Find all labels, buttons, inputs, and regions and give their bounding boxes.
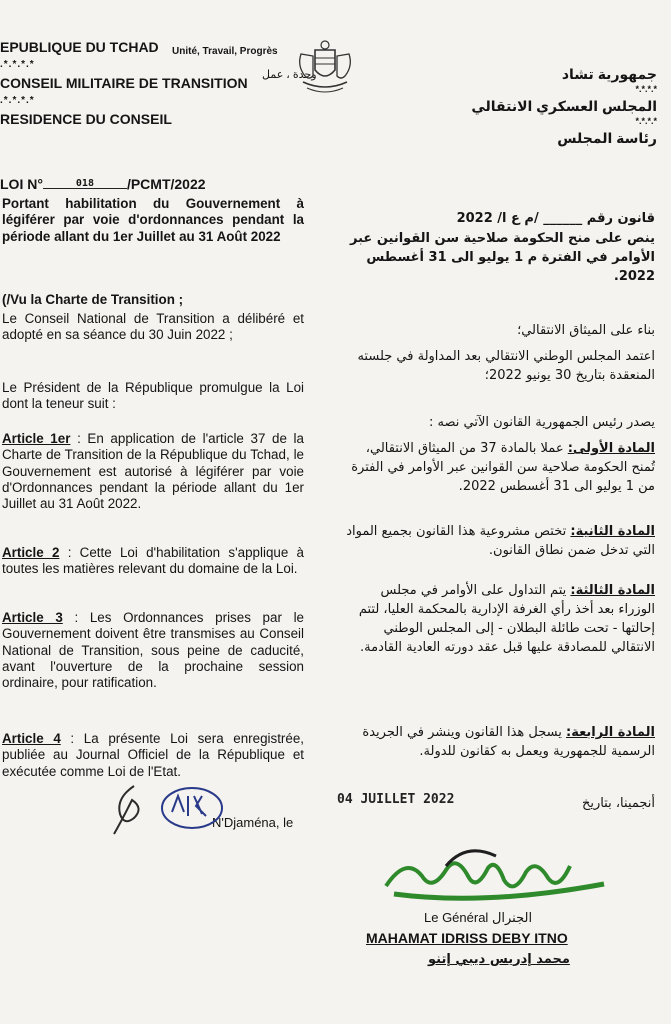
article-1-fr [2, 431, 304, 513]
header-council-fr: CONSEIL MILITAIRE DE TRANSITION [0, 75, 248, 91]
header-presidency-fr: RESIDENCE DU CONSEIL [0, 111, 172, 127]
law-title-ar: ينص على منح الحكومة صلاحية سن القوانين عبر الأوامر في الفترة م 1 يوليو الى 31 أغسطس 2022. [350, 231, 655, 284]
council-adoption-fr: Le Conseil National de Transition a délibéré et adopté en sa séance du 30 Juin 2022 ; [2, 311, 304, 343]
visa-fr: (/Vu la Charte de Transition ; [2, 292, 184, 307]
article-4-ar [345, 724, 655, 762]
signatory-title-ar: الجنرال [491, 911, 533, 926]
coat-of-arms-icon [293, 36, 357, 98]
header-country-fr: EPUBLIQUE DU TCHAD [0, 39, 159, 55]
article-text: : En application de l'article 37 de la Charte de Transition de la République du Tchad, le Gouvernement est autorisé à légiférer par voie d'Ordonnances pendant la période allant du 1er Juillet au 31 Août 2022. [2, 431, 304, 512]
promulgation-fr: Le Président de la République promulgue la Loi dont la teneur suit : [2, 380, 304, 412]
promulgation-ar: يصدر رئيس الجمهورية القانون الآتي نصه : [429, 415, 655, 430]
article-4-fr [2, 731, 304, 780]
signatory-name-ar: محمد إدريس ديبي إتنو [428, 952, 570, 967]
law-number-fr [0, 176, 206, 192]
article-1-ar [345, 440, 655, 497]
article-label: Article 4 [2, 731, 61, 746]
header-arabic [457, 66, 657, 148]
signatory-title [424, 910, 532, 926]
president-signature-icon [376, 836, 612, 910]
law-number-prefix: LOI N° [0, 176, 43, 192]
article-label: المادة الأولى: [567, 441, 655, 456]
law-title-fr: Portant habilitation du Gouvernement à légiférer par voie d'ordonnances pendant la période allant du 1er Juillet au 31 Août 2022 [2, 196, 304, 244]
initials-signature-icon [104, 780, 154, 838]
article-text: يتم التداول على الأوامر في مجلس الوزراء بعد أخذ رأي الغرفة الإدارية بالمحكمة العليا، لتتم إحالتها - تحت طائلة البطلان - إلى المجلس الوطني الانتقالي للمصادقة عليها قبل عقد دورته العادية القادمة. [358, 583, 655, 655]
law-number-value: 018 [75, 178, 94, 189]
motto-ar: وحدة ، عمل [262, 69, 317, 81]
law-number-suffix: /PCMT/2022 [126, 176, 206, 192]
article-3-fr [2, 610, 304, 692]
header-council-ar: المجلس العسكري الانتقالي [471, 98, 657, 114]
signing-place-ar: أنجمينا، بتاريخ [581, 796, 655, 811]
date-stamp: 04 JUILLET 2022 [337, 792, 455, 807]
article-3-ar [345, 582, 655, 657]
header-separator: .*.*.*.* [0, 59, 35, 70]
signing-place-fr: N'Djaména, le [212, 815, 294, 830]
header-separator: *.*.*.* [635, 84, 657, 94]
article-label: Article 2 [2, 545, 60, 560]
header-separator: .*.*.*.* [0, 95, 35, 106]
header-presidency-ar: رئاسة المجلس [557, 130, 657, 146]
signatory-title-fr: Le Général [424, 910, 489, 925]
article-text: : Les Ordonnances prises par le Gouvernement doivent être transmises au Conseil National de Transition, sous peine de caducité, avant l'ouverture de la prochaine session ordinaire, pour ratification. [2, 610, 304, 691]
article-text: تختص مشروعية هذا القانون بجميع المواد التي تدخل ضمن نطاق القانون. [346, 524, 655, 558]
motto-fr: Unité, Travail, Progrès [172, 46, 278, 57]
signatory-name-fr: MAHAMAT IDRISS DEBY ITNO [366, 930, 568, 946]
article-label: Article 1er [2, 431, 71, 446]
article-label: المادة الرابعة: [566, 725, 655, 740]
header-separator: *.*.*.* [635, 116, 657, 126]
article-2-fr [2, 545, 304, 578]
article-text: يسجل هذا القانون وينشر في الجريدة الرسمية للجمهورية ويعمل به كقانون للدولة. [362, 725, 655, 759]
article-text: : La présente Loi sera enregistrée, publiée au Journal Officiel de la République et exécutée comme Loi de l'Etat. [2, 731, 304, 779]
article-label: Article 3 [2, 610, 63, 625]
law-number-ar: قانون رقم ______ /م ع ا/ 2022 [456, 211, 655, 226]
initials-signature-icon [158, 782, 226, 834]
header-country-ar: جمهورية تشاد [561, 66, 657, 82]
council-adoption-ar: اعتمد المجلس الوطني الانتقالي بعد المداولة في جلسته المنعقدة بتاريخ 30 يونيو 2022؛ [357, 349, 655, 383]
article-2-ar [345, 523, 655, 561]
article-text: عملا بالمادة 37 من الميثاق الانتقالي، تُمنح الحكومة صلاحية سن القوانين عبر الأوامر في الفترة من 1 يوليو الى 31 أغسطس 2022. [351, 441, 655, 494]
article-label: المادة الثالثة: [570, 583, 655, 598]
article-text: : Cette Loi d'habilitation s'applique à toutes les matières relevant du domaine de la Loi. [2, 545, 305, 577]
visa-ar: بناء على الميثاق الانتقالي؛ [517, 323, 655, 338]
article-label: المادة الثانية: [570, 524, 655, 539]
